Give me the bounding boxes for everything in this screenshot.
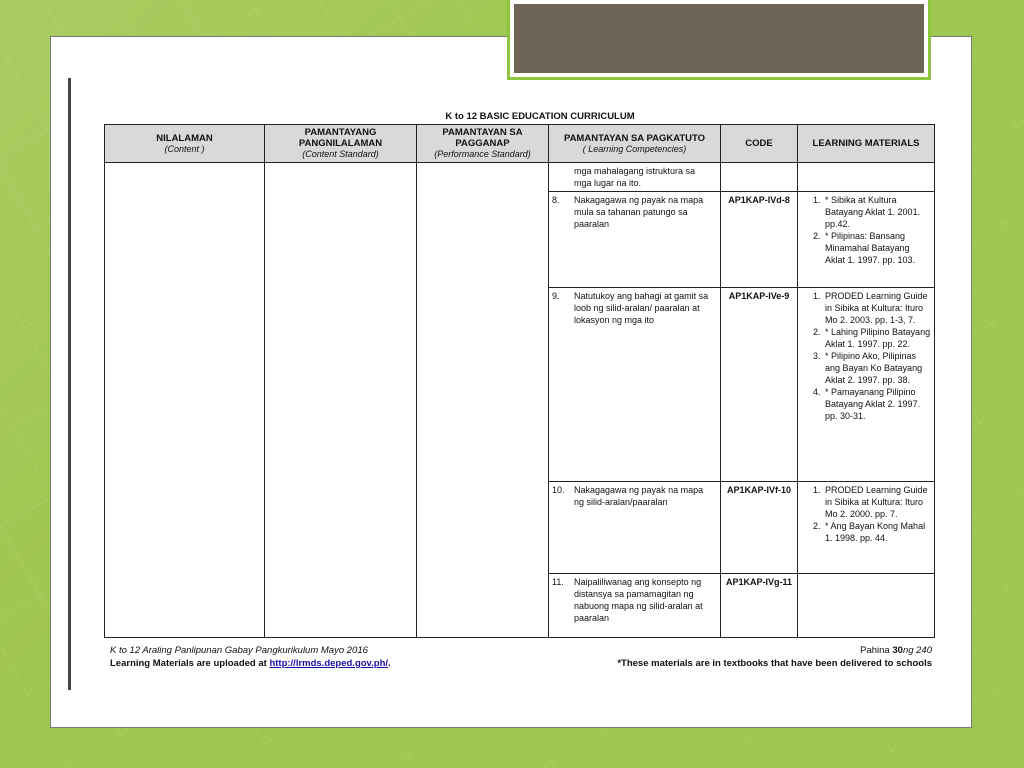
header-content-standard: PAMANTAYANG PANGNILALAMAN (Content Standard) xyxy=(265,125,417,163)
header-learning-materials: LEARNING MATERIALS xyxy=(798,125,935,163)
materials-cell xyxy=(798,574,935,638)
header-code: CODE xyxy=(721,125,798,163)
code-cell: AP1KAP-IVg-11 xyxy=(721,574,798,638)
document-title: K to 12 BASIC EDUCATION CURRICULUM xyxy=(445,111,635,122)
curriculum-document xyxy=(104,110,936,638)
table-row xyxy=(105,163,935,192)
document-footer xyxy=(110,644,932,670)
footer-guide-title: K to 12 Araling Panlipunan Gabay Pangkurikulum Mayo 2016 xyxy=(110,645,368,656)
materials-cell xyxy=(798,192,935,288)
content-standard-cell xyxy=(265,163,417,638)
left-vertical-rule xyxy=(68,78,71,690)
materials-cell xyxy=(798,288,935,482)
lrmds-link[interactable]: http://lrmds.deped.gov.ph/ xyxy=(269,658,389,669)
curriculum-table xyxy=(104,124,935,638)
materials-cell xyxy=(798,482,935,574)
materials-cell xyxy=(798,163,935,192)
competency-cell: 11. Naipaliliwanag ang konsepto ng distansya sa pamamagitan ng nabuong mapa ng silid-aralan at paaralan xyxy=(549,574,721,638)
material-item: 3. * Pilipino Ako, Pilipinas ang Bayan Ko Batayang Aklat 2. 1997. pp. 38. xyxy=(823,350,931,386)
material-item: 1. * Sibika at Kultura Batayang Aklat 1. 2001. pp.42. xyxy=(823,194,931,230)
slide-title-placeholder xyxy=(510,0,928,77)
code-cell xyxy=(721,163,798,192)
material-item: 1. PRODED Learning Guide in Sibika at Kultura: Ituro Mo 2. 2003. pp. 1-3, 7. xyxy=(823,290,931,326)
content-cell xyxy=(105,163,265,638)
table-header-row xyxy=(105,125,935,163)
code-cell: AP1KAP-IVf-10 xyxy=(721,482,798,574)
header-content: NILALAMAN (Content ) xyxy=(105,125,265,163)
code-cell: AP1KAP-IVe-9 xyxy=(721,288,798,482)
code-cell: AP1KAP-IVd-8 xyxy=(721,192,798,288)
competency-cell: mga mahalagang istruktura sa mga lugar na ito. xyxy=(549,163,721,192)
competency-cell: 10. Nakagagawa ng payak na mapa ng silid-aralan/paaralan xyxy=(549,482,721,574)
material-item: 4. * Pamayanang Pilipino Batayang Aklat 2. 1997. pp. 30-31. xyxy=(823,386,931,422)
competency-cell: 9. Natutukoy ang bahagi at gamit sa loob ng silid-aralan/ paaralan at lokasyon ng mga ito xyxy=(549,288,721,482)
performance-standard-cell xyxy=(417,163,549,638)
material-item: 1. PRODED Learning Guide in Sibika at Kultura: Ituro Mo 2. 2000. pp. 7. xyxy=(823,484,931,520)
competency-cell: 8. Nakagagawa ng payak na mapa mula sa tahanan patungo sa paaralan xyxy=(549,192,721,288)
footer-page-number: Pahina 30ng 240 xyxy=(860,645,932,656)
header-performance-standard: PAMANTAYAN SA PAGGANAP (Performance Standard) xyxy=(417,125,549,163)
material-item: 2. * Lahing Pilipino Batayang Aklat 1. 1997. pp. 22. xyxy=(823,326,931,350)
material-item: 2. * Ang Bayan Kong Mahal 1. 1998. pp. 44. xyxy=(823,520,931,544)
footer-textbook-note: *These materials are in textbooks that have been delivered to schools xyxy=(617,658,932,669)
footer-upload-note: Learning Materials are uploaded at http://lrmds.deped.gov.ph/. xyxy=(110,658,391,669)
material-item: 2. * Pilipinas: Bansang Minamahal Batayang Aklat 1. 1997. pp. 103. xyxy=(823,230,931,266)
header-learning-competencies: PAMANTAYAN SA PAGKATUTO ( Learning Competencies) xyxy=(549,125,721,163)
